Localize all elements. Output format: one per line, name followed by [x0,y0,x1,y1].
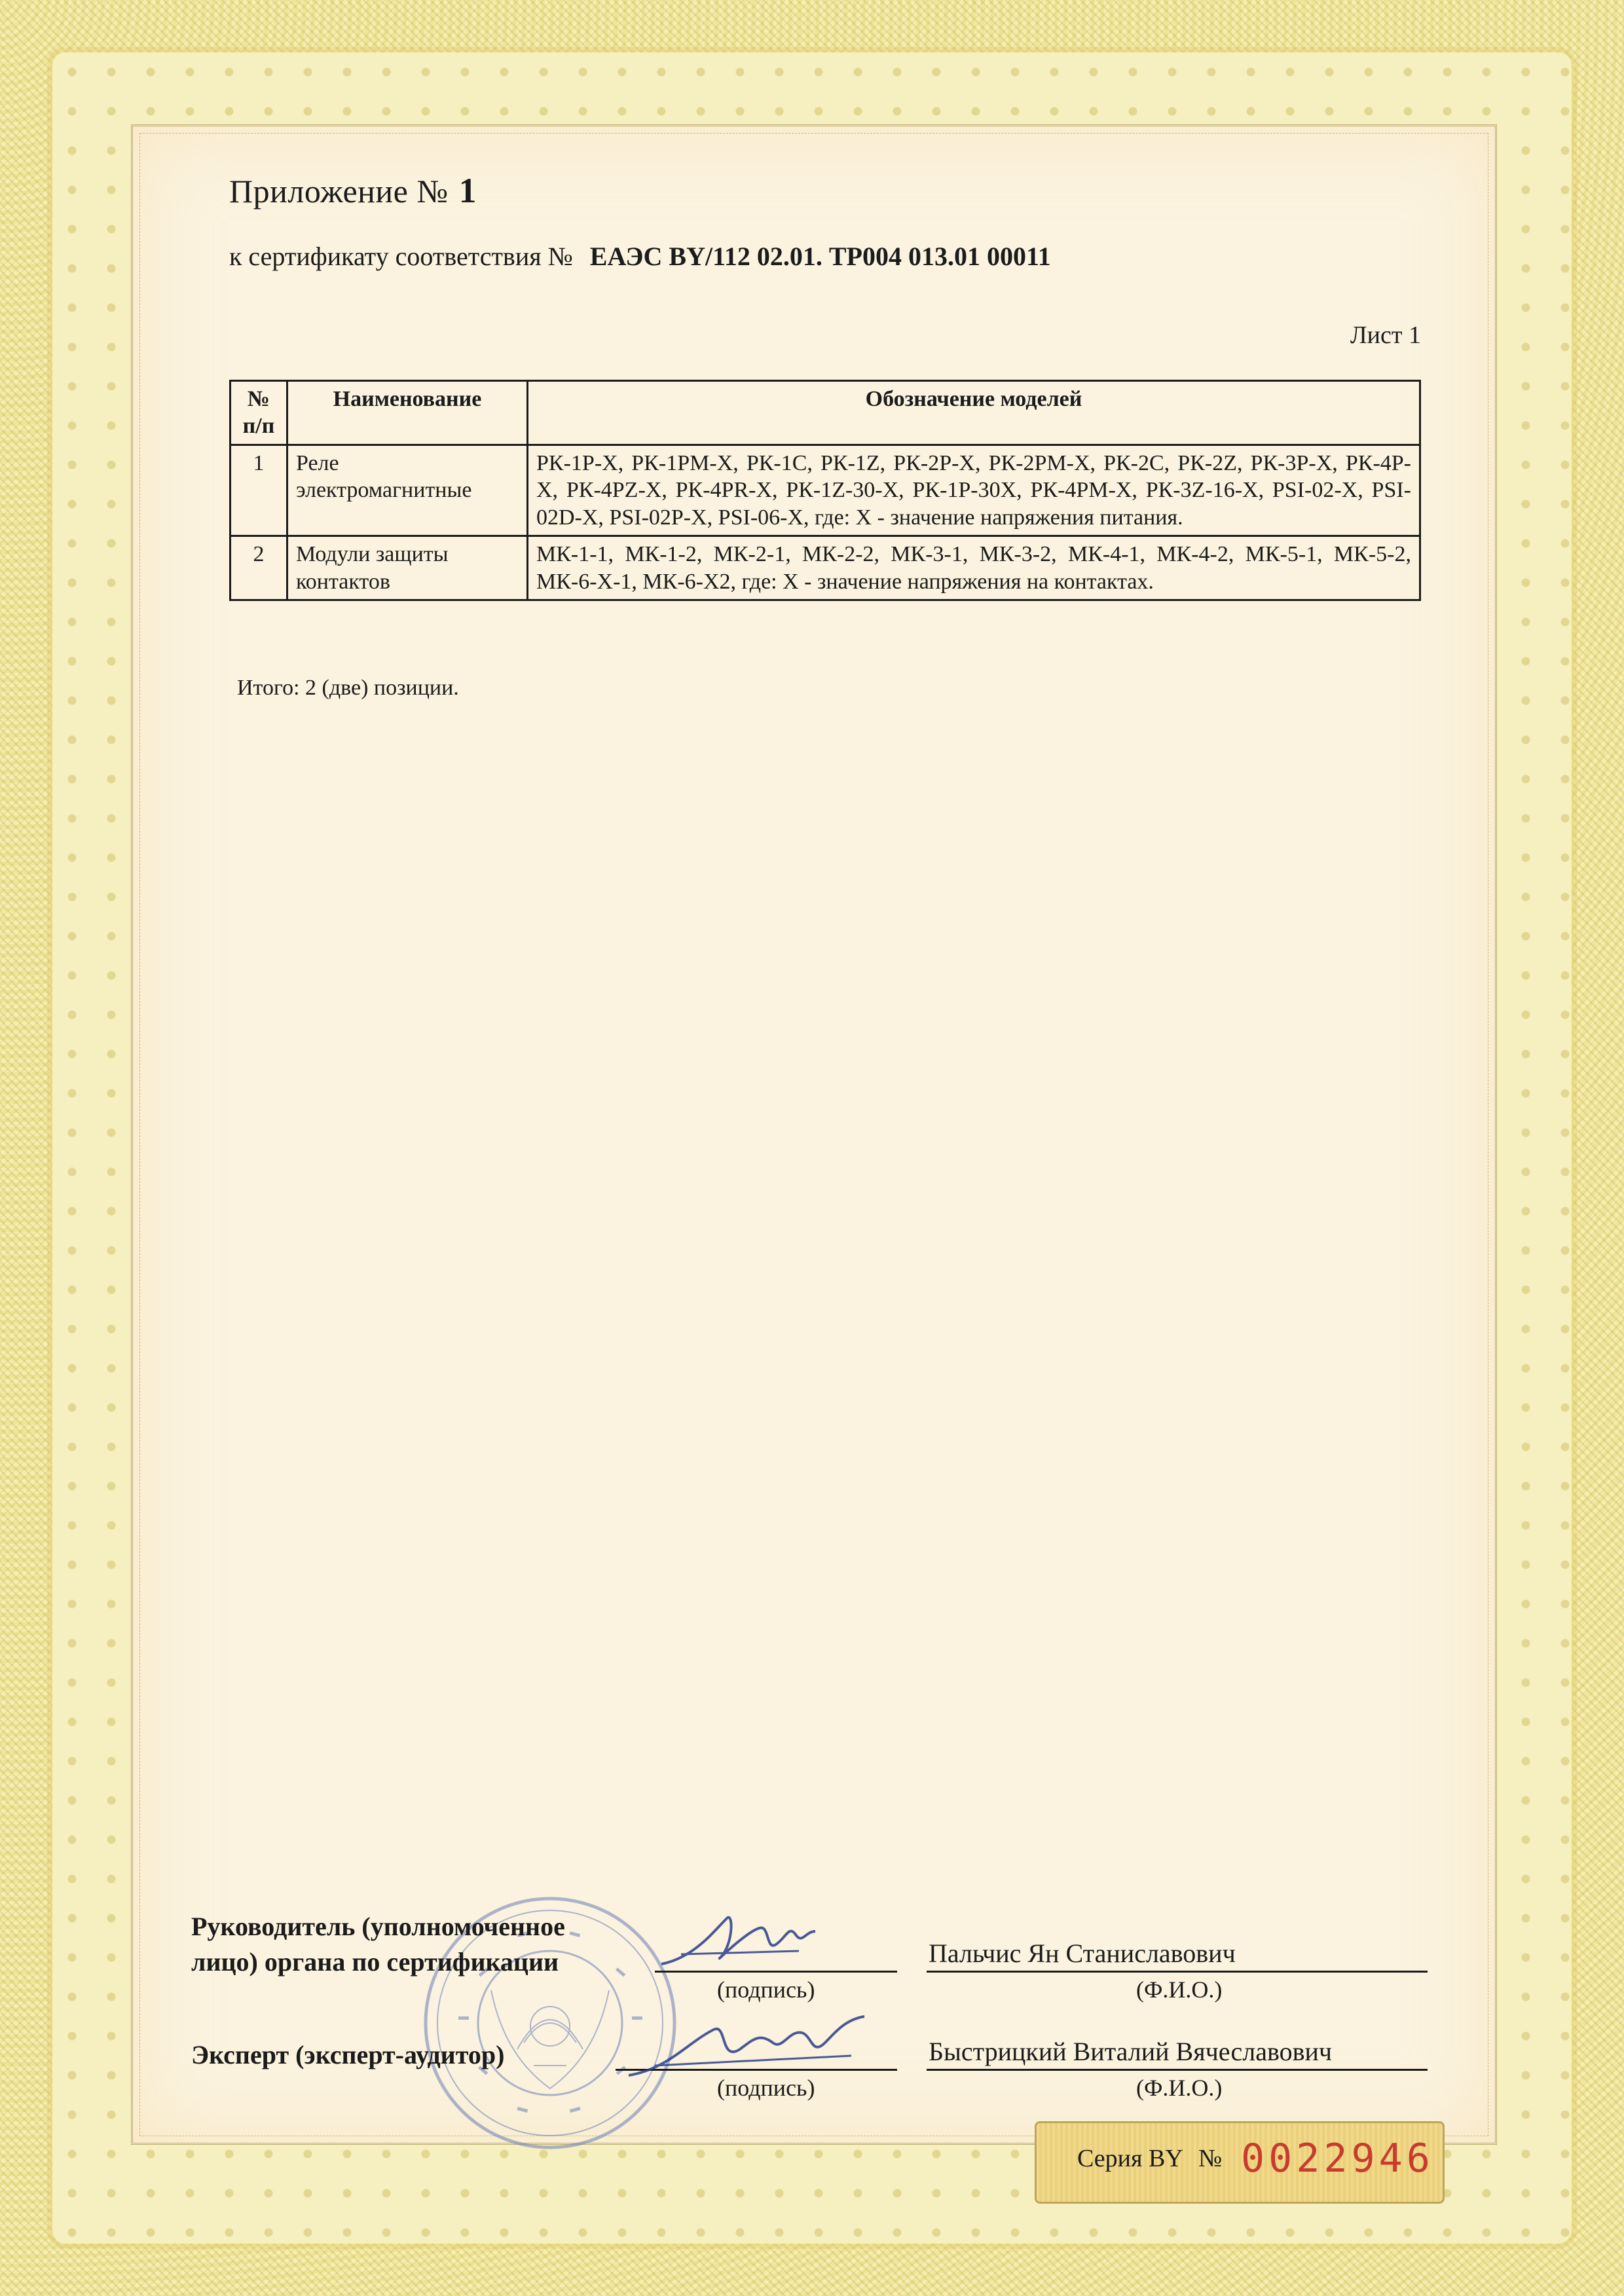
expert-fio-caption: (Ф.И.О.) [1136,2075,1223,2101]
total-text: Итого: 2 (две) позиции. [237,676,459,700]
row-num: 2 [231,536,287,600]
series-no-label: № [1198,2145,1223,2172]
head-signature-icon [655,1905,825,1977]
series-label: Серия BY [1077,2145,1183,2172]
head-signature-caption: (подпись) [717,1977,815,2003]
header-models: Обозначение моделей [528,381,1420,445]
expert-name-line [927,2069,1428,2071]
head-label-line2: лицо) органа по сертификации [191,1947,559,1977]
head-name-line [927,1971,1428,1973]
sheet-number: Лист 1 [1350,321,1421,349]
certificate-reference [229,241,1051,272]
series-number: 0022946 [1241,2136,1434,2181]
row-name: Модули защиты контактов [287,536,528,600]
row-name: Реле электромагнитные [287,445,528,536]
expert-name: Быстрицкий Виталий Вячеславович [929,2037,1332,2066]
appendix-number: 1 [458,171,477,210]
head-label-line1: Руководитель (уполномоченное [191,1912,565,1941]
row-models: МК-1-1, МК-1-2, МК-2-1, МК-2-2, МК-3-1, МК-3-2, МК-4-1, МК-4-2, МК-5-1, МК-5-2, МК-6-Х-1, МК-6-Х2, где: Х - значение напряжения на контактах. [528,536,1420,600]
header-num: № п/п [231,381,287,445]
page-title [229,170,477,211]
row-models: РК-1Р-Х, РК-1РМ-Х, РК-1С, РК-1Z, РК-2Р-Х, РК-2РМ-Х, РК-2С, РК-2Z, РК-3Р-Х, РК-4Р-Х, РК-4PZ-Х, РК-4PR-Х, РК-1Z-30-Х, РК-1Р-30Х, РК-4РМ-Х, РК-3Z-16-Х, PSI-02-Х, PSI-02D-Х, PSI-02Р-Х, PSI-06-Х, где: Х - значение напряжения питания. [528,445,1420,536]
models-table [229,380,1421,601]
title-text: Приложение № [229,173,449,210]
expert-signature-caption: (подпись) [717,2075,815,2101]
table-row [231,445,1420,536]
header-name: Наименование [287,381,528,445]
certificate-number: ЕАЭС BY/112 02.01. ТР004 013.01 00011 [589,242,1051,271]
table-row [231,536,1420,600]
table-header-row [231,381,1420,445]
expert-label: Эксперт (эксперт-аудитор) [191,2040,505,2069]
head-name: Пальчис Ян Станиславович [929,1939,1236,1968]
head-label [191,1909,565,1980]
row-num: 1 [231,445,287,536]
head-fio-caption: (Ф.И.О.) [1136,1977,1223,2003]
certificate-label: к сертификату соответствия № [229,242,573,271]
